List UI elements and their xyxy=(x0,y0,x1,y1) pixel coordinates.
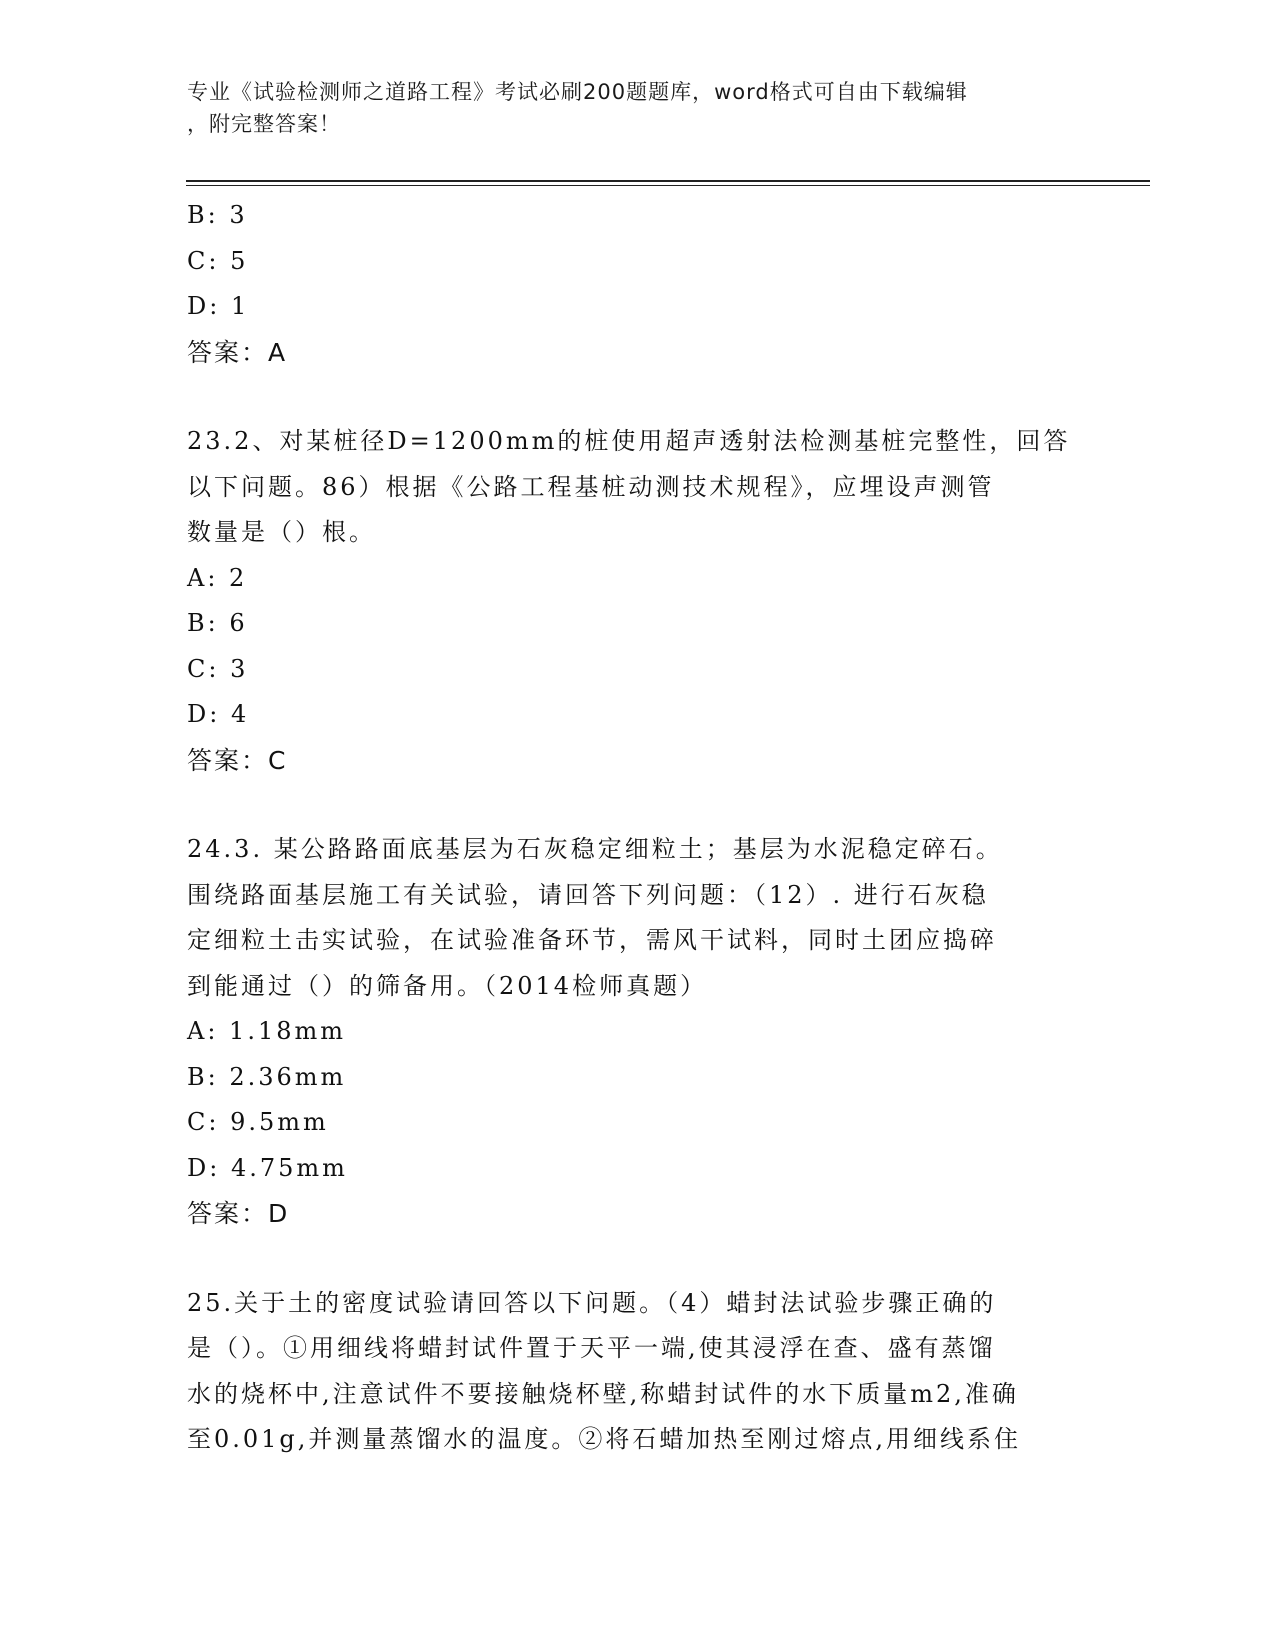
question-24 xyxy=(187,827,1087,1237)
option-d: D: 1 xyxy=(187,292,250,320)
prev-question-block xyxy=(187,193,1087,375)
option-a: A: 1.18mm xyxy=(187,1017,346,1045)
question-text-line: 数量是（）根。 xyxy=(187,518,376,546)
document-body xyxy=(187,193,1087,1463)
option-c: C: 3 xyxy=(187,654,249,683)
question-text xyxy=(187,827,1077,1009)
option-b: B: 3 xyxy=(187,201,248,229)
question-text-line: 至0.01g,并测量蒸馏水的温度。②将石蜡加热至刚过熔点,用细线系住 xyxy=(187,1425,1022,1453)
question-text-line: 到能通过（）的筛备用。（2014检师真题） xyxy=(187,971,708,1000)
answer-line: 答案：C xyxy=(187,745,288,775)
page-header xyxy=(187,76,1087,140)
question-text-line: 25.关于土的密度试验请回答以下问题。（4）蜡封法试验步骤正确的 xyxy=(187,1288,997,1317)
question-text-line: 是（）。①用细线将蜡封试件置于天平一端,使其浸浮在查、盛有蒸馏 xyxy=(187,1334,996,1362)
answer-line: 答案：D xyxy=(187,1199,290,1228)
question-text-line: 23.2、对某桩径D=1200mm的桩使用超声透射法检测基桩完整性，回答 xyxy=(187,427,1071,455)
header-line-1: 专业《试验检测师之道路工程》考试必刷200题题库，word格式可自由下载编辑 xyxy=(187,80,968,104)
question-23 xyxy=(187,419,1087,783)
header-rule-thin xyxy=(186,185,1150,186)
option-c: C: 9.5mm xyxy=(187,1108,329,1136)
option-c: C: 5 xyxy=(187,246,249,275)
question-text-line: 24.3. 某公路路面底基层为石灰稳定细粒土；基层为水泥稳定碎石。 xyxy=(187,835,1003,863)
question-text xyxy=(187,419,1077,556)
answer-line: 答案：A xyxy=(187,337,288,367)
question-text-line: 以下问题。86）根据《公路工程基桩动测技术规程》，应埋设声测管 xyxy=(187,472,995,501)
question-text-line: 定细粒土击实试验，在试验准备环节，需风干试料，同时土团应捣碎 xyxy=(187,926,997,954)
question-25 xyxy=(187,1281,1087,1463)
option-d: D: 4 xyxy=(187,700,250,728)
option-a: A: 2 xyxy=(187,563,248,592)
header-line-2: ，附完整答案！ xyxy=(187,112,341,136)
option-d: D: 4.75mm xyxy=(187,1153,348,1182)
question-text-line: 水的烧杯中,注意试件不要接触烧杯壁,称蜡封试件的水下质量m2,准确 xyxy=(187,1379,1019,1408)
question-text-line: 围绕路面基层施工有关试验，请回答下列问题：（12）. 进行石灰稳 xyxy=(187,880,989,909)
header-rule-thick xyxy=(186,180,1150,182)
question-text xyxy=(187,1281,1077,1463)
option-b: B: 6 xyxy=(187,609,248,637)
option-b: B: 2.36mm xyxy=(187,1062,347,1091)
